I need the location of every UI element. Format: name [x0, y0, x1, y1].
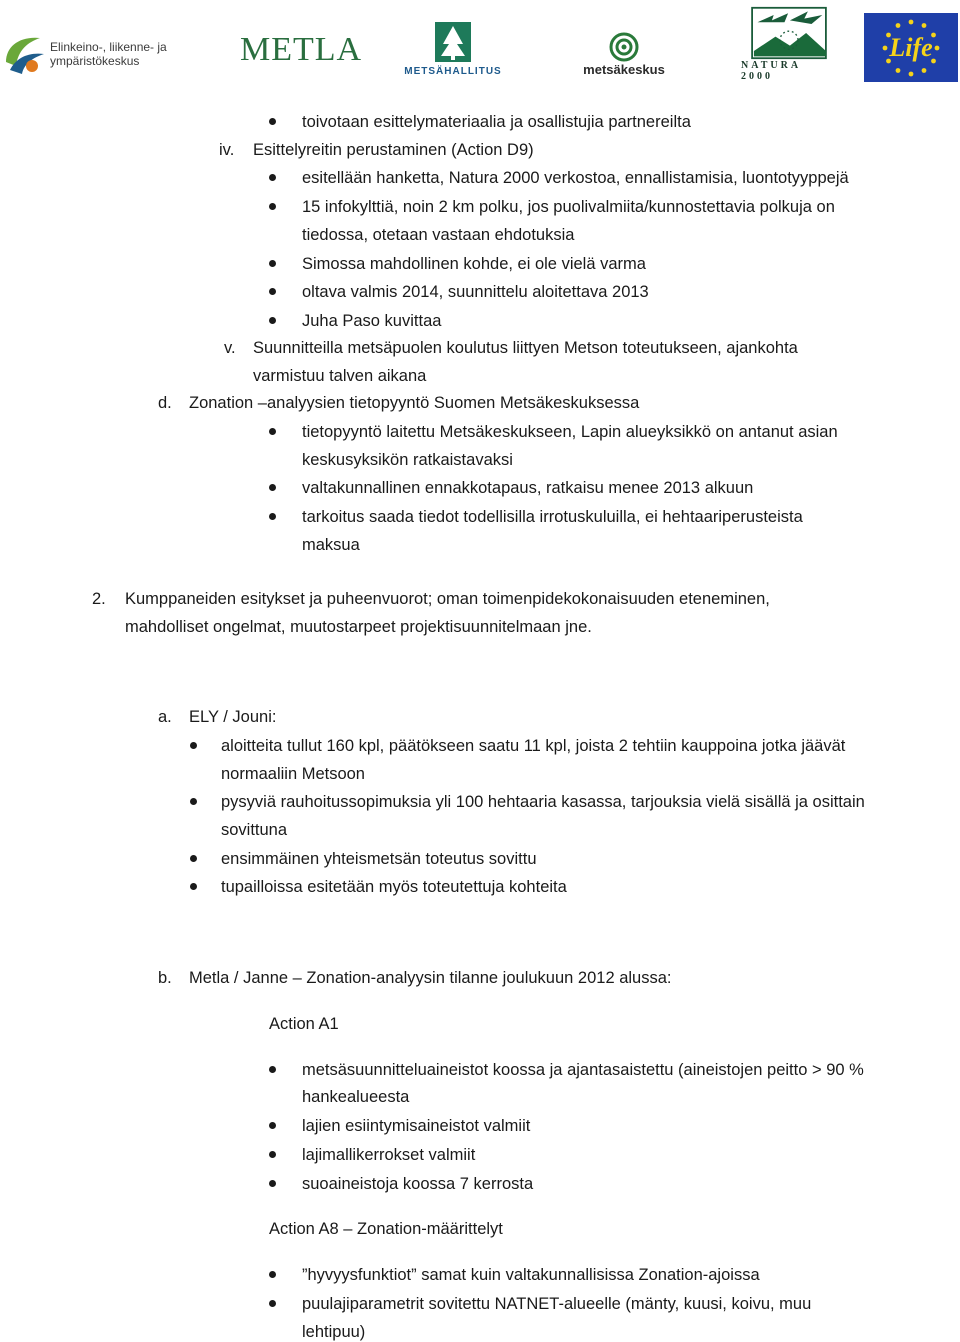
text-line: normaaliin Metsoon	[221, 765, 365, 783]
text-line: oltava valmis 2014, suunnittelu aloitettava 2013	[302, 283, 649, 301]
ely-name-line2: ympäristökeskus	[50, 54, 140, 68]
list-marker: 2.	[92, 590, 106, 608]
list-marker: a.	[158, 708, 172, 726]
metla-logo	[240, 30, 362, 70]
text-line: lehtipuu)	[302, 1323, 366, 1341]
text-line: hankealueesta	[302, 1088, 410, 1106]
bullet	[190, 883, 197, 890]
text-line: puulajiparametrit sovitettu NATNET-alueelle (mänty, kuusi, koivu, muu	[302, 1295, 812, 1313]
natura2000-emblem-icon	[744, 6, 834, 60]
text-line: Simossa mahdollinen kohde, ei ole vielä varma	[302, 255, 646, 273]
bullet	[190, 798, 197, 805]
metsahallitus-emblem-icon	[433, 20, 473, 64]
text-line: pysyviä rauhoitussopimuksia yli 100 hehtaaria kasassa, tarjouksia vielä sisällä ja osittain	[221, 793, 865, 811]
text-line: keskusyksikön ratkaistavaksi	[302, 451, 513, 469]
text-line: maksua	[302, 536, 360, 554]
text-line: lajien esiintymisaineistot valmiit	[302, 1117, 531, 1135]
subheading: Action A8 – Zonation-määrittelyt	[269, 1220, 503, 1238]
life-wordmark: Life	[889, 32, 933, 62]
bullet	[269, 260, 276, 267]
metsahallitus-wordmark: METSÄHALLITUS	[404, 66, 502, 77]
text-line: lajimallikerrokset valmiit	[302, 1146, 476, 1164]
text-line: ELY / Jouni:	[189, 708, 277, 726]
list-marker: d.	[158, 394, 172, 412]
text-line: Zonation –analyysien tietopyyntö Suomen Metsäkeskuksessa	[189, 394, 640, 412]
metsakeskus-wordmark: metsäkeskus	[583, 62, 665, 77]
text-line: Juha Paso kuvittaa	[302, 312, 442, 330]
text-line: Esittelyreitin perustaminen (Action D9)	[253, 141, 534, 159]
bullet	[269, 1066, 276, 1073]
bullet	[269, 484, 276, 491]
metsakeskus-logo	[574, 32, 674, 80]
text-line: 15 infokylttiä, noin 2 km polku, jos puolivalmiita/kunnostettavia polkuja on	[302, 198, 835, 216]
metla-wordmark: METLA	[240, 31, 363, 68]
ely-emblem-icon	[2, 32, 46, 76]
text-line: toivotaan esittelymateriaalia ja osallistujia partnereilta	[302, 113, 691, 131]
bullet	[190, 855, 197, 862]
text-line: mahdolliset ongelmat, muutostarpeet projektisuunnitelmaan jne.	[125, 618, 592, 636]
ely-name-line1: Elinkeino-, liikenne- ja	[50, 40, 167, 54]
text-line: Kumppaneiden esitykset ja puheenvuorot; oman toimenpidekokonaisuuden eteneminen,	[125, 590, 770, 608]
text-line: varmistuu talven aikana	[253, 367, 427, 385]
bullet	[269, 513, 276, 520]
list-marker: iv.	[219, 141, 235, 159]
text-line: valtakunnallinen ennakkotapaus, ratkaisu menee 2013 alkuun	[302, 479, 754, 497]
text-line: ensimmäinen yhteismetsän toteutus sovittu	[221, 850, 537, 868]
text-line: tarkoitus saada tiedot todellisilla irrotuskuluilla, ei hehtaariperusteista	[302, 508, 803, 526]
bullet	[269, 174, 276, 181]
subheading: Action A1	[269, 1015, 339, 1033]
text-line: sovittuna	[221, 821, 288, 839]
bullet	[269, 428, 276, 435]
bullet	[269, 118, 276, 125]
text-line: Suunnitteilla metsäpuolen koulutus liittyen Metson toteutukseen, ajankohta	[253, 339, 798, 357]
eu-life-logo	[864, 13, 958, 82]
ely-logo	[2, 30, 177, 78]
bullet	[269, 1151, 276, 1158]
text-line: suoaineistoja koossa 7 kerrosta	[302, 1175, 534, 1193]
bullet	[190, 742, 197, 749]
text-line: tietopyyntö laitettu Metsäkeskukseen, Lapin alueyksikkö on antanut asian	[302, 423, 838, 441]
bullet	[269, 317, 276, 324]
bullet	[269, 1300, 276, 1307]
text-line: tiedossa, otetaan vastaan ehdotuksia	[302, 226, 575, 244]
text-line: metsäsuunnitteluaineistot koossa ja ajantasaistettu (aineistojen peitto > 90 %	[302, 1061, 864, 1079]
text-line: esitellään hanketta, Natura 2000 verkostoa, ennallistamisia, luontotyyppejä	[302, 169, 849, 187]
natura2000-wordmark: NATURA 2000	[741, 60, 801, 82]
text-line: Metla / Janne – Zonation-analyysin tilanne joulukuun 2012 alussa:	[189, 969, 672, 987]
bullet	[269, 1122, 276, 1129]
metsakeskus-emblem-icon	[609, 32, 639, 62]
text-line: ”hyvyysfunktiot” samat kuin valtakunnallisissa Zonation-ajoissa	[302, 1266, 760, 1284]
bullet	[269, 203, 276, 210]
text-line: tupailloissa esitetään myös toteutettuja kohteita	[221, 878, 567, 896]
bullet	[269, 1271, 276, 1278]
metsahallitus-logo	[398, 20, 508, 84]
list-marker: v.	[224, 339, 236, 357]
bullet	[269, 288, 276, 295]
bullet	[269, 1180, 276, 1187]
natura2000-logo	[741, 6, 836, 82]
list-marker: b.	[158, 969, 172, 987]
text-line: aloitteita tullut 160 kpl, päätökseen saatu 11 kpl, joista 2 tehtiin kauppoina jotka jäävät	[221, 737, 846, 755]
